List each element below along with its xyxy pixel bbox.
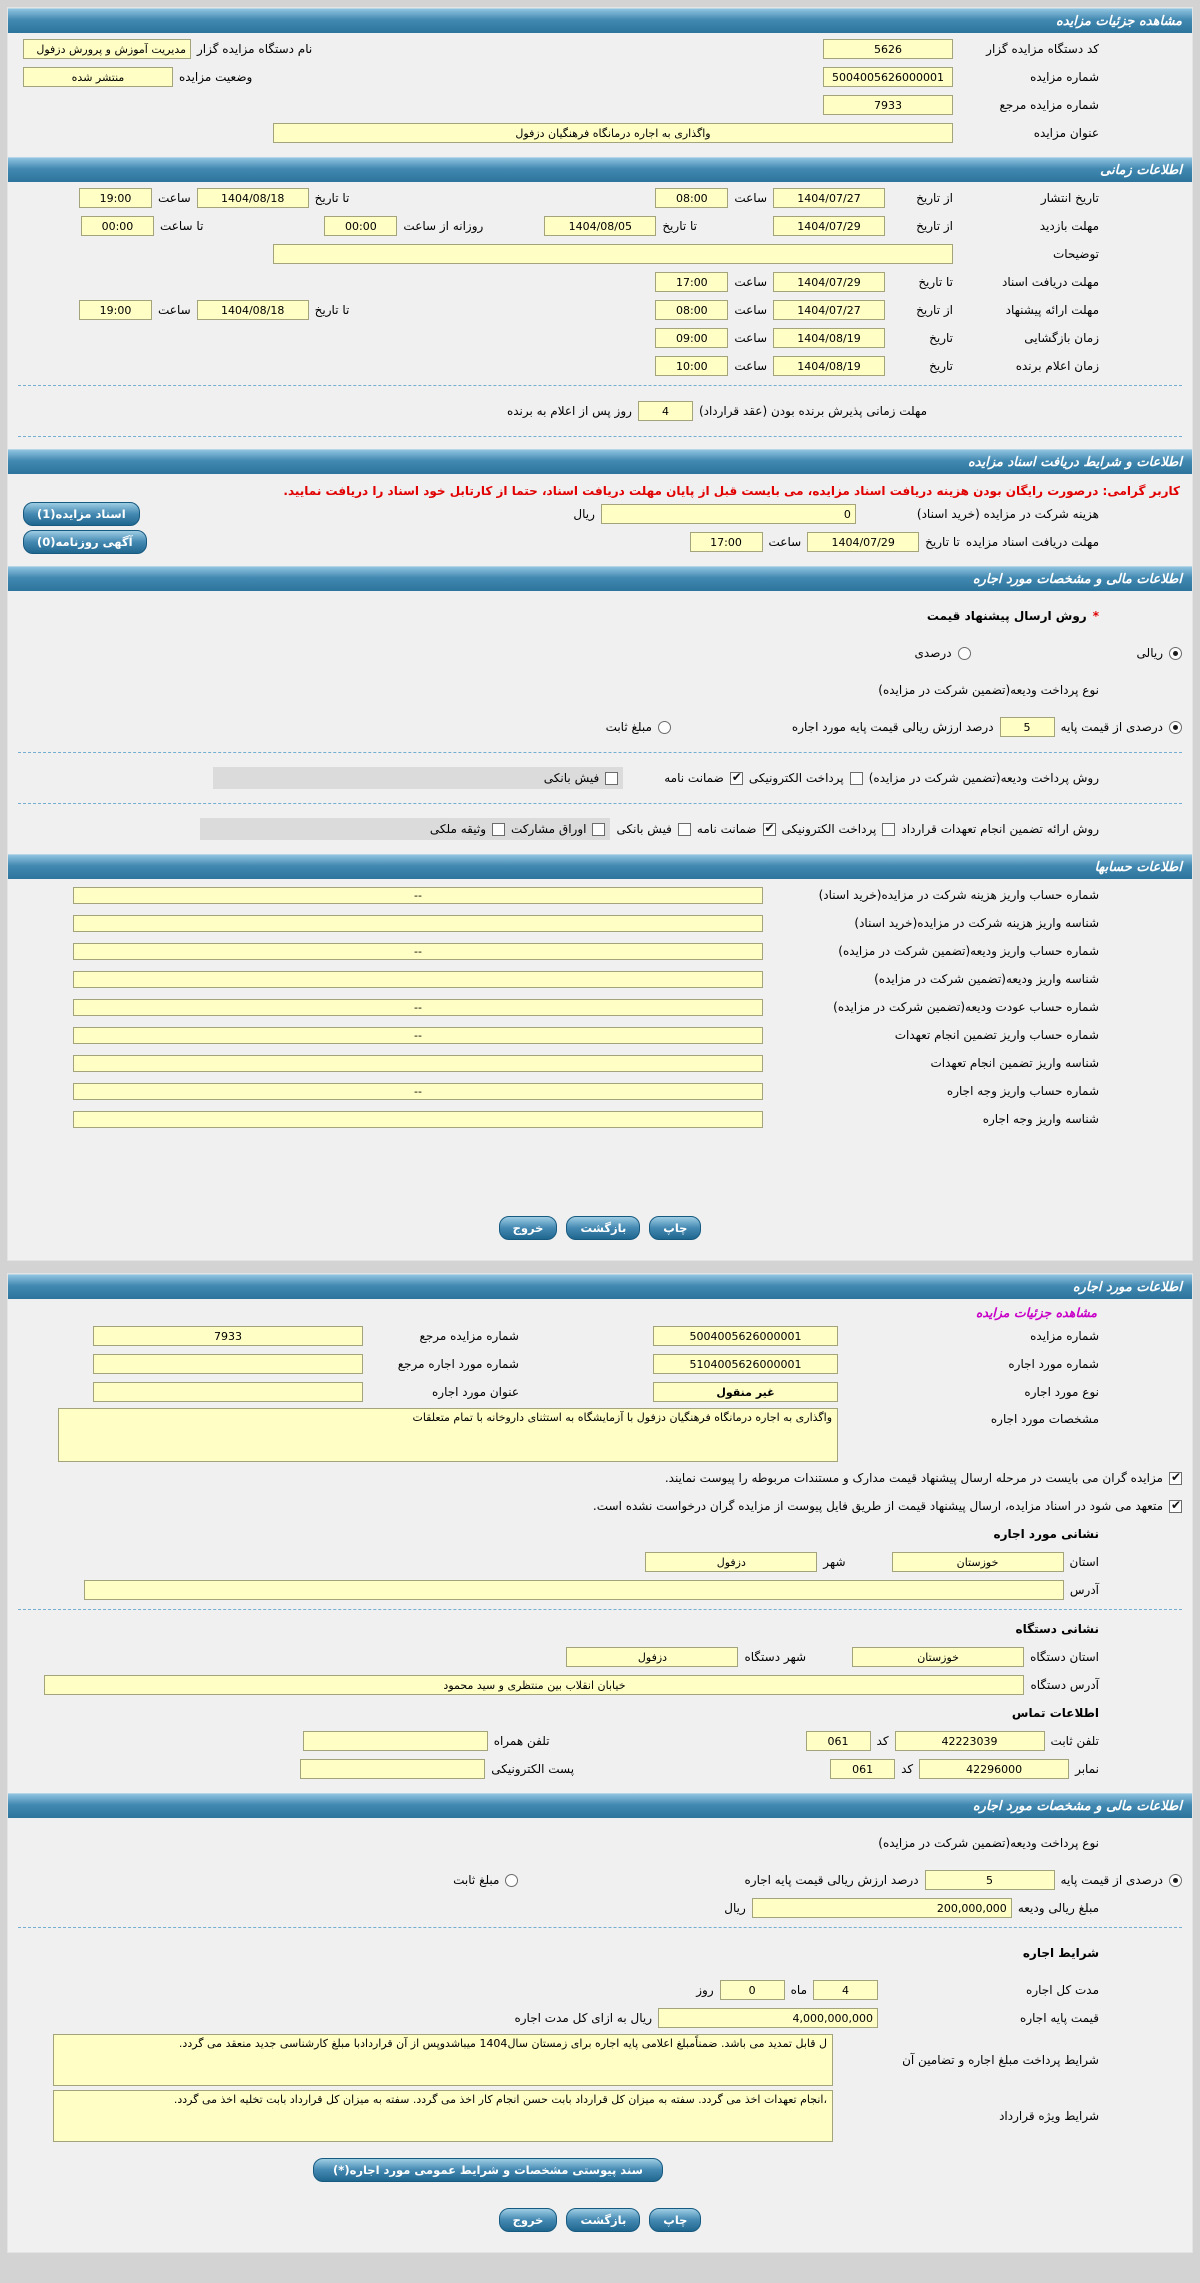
attach-required-check-row: [23, 1466, 1182, 1490]
accept-period-label: مهلت زمانی پذیرش برنده بودن (عقد قرارداد): [698, 404, 927, 418]
contact-heading-row: [23, 1701, 1099, 1725]
visit-daily-to-label: تا ساعت: [159, 219, 204, 233]
docs-conditions-header: [8, 449, 1192, 474]
rental-item-spec-row: [23, 1408, 1099, 1462]
docs-deadline-label: مهلت دریافت اسناد مزایده: [965, 535, 1099, 549]
account-input[interactable]: [73, 1111, 763, 1128]
separator-line: [18, 1927, 1182, 1928]
rental-fixed-amount-label: مبلغ ثابت: [453, 1873, 500, 1887]
price-method-options-row: [23, 641, 1182, 665]
exit-button[interactable]: خروج: [499, 1216, 558, 1240]
deposit-percent-suffix-label: درصد ارزش ریالی قیمت پایه مورد اجاره: [791, 720, 994, 734]
account-label: شماره حساب عودت ودیعه(تضمین شرکت در مزایده): [833, 1000, 1099, 1014]
fax-code-label: کد: [901, 1762, 914, 1776]
rental-deposit-type-label: نوع پرداخت ودیعه(تضمین شرکت در مزایده): [878, 1836, 1099, 1850]
base-price-label: قیمت پایه اجاره: [1020, 2011, 1099, 2025]
offer-to-date-label: تا تاریخ: [314, 303, 350, 317]
rental-deposit-type-options-row: [23, 1868, 1182, 1892]
special-terms-label: شرایط ویژه قرارداد: [999, 2109, 1099, 2123]
publish-to-date-input[interactable]: [197, 188, 309, 208]
docs-to-date-input[interactable]: [773, 272, 885, 292]
auction-panel: [7, 7, 1193, 1261]
device-address-heading: نشانی دستگاه: [1015, 1622, 1099, 1636]
participation-fee-label: هزینه شرکت در مزایده (خرید اسناد): [916, 507, 1099, 521]
docs-receive-deadline-row: [23, 270, 1099, 294]
device-name-group: [23, 39, 312, 59]
rental-item-title-group: [93, 1382, 519, 1402]
device-code-group: [823, 39, 1099, 59]
offer-from-hour-label: ساعت: [734, 303, 767, 317]
separator-line: [18, 752, 1182, 753]
performance-guarantee-label: ضمانت نامه: [696, 822, 757, 836]
rental-item-panel: [7, 1273, 1193, 2253]
percent-radio-label: درصدی: [914, 646, 952, 660]
winner-announce-label: زمان اعلام برنده: [1015, 359, 1099, 373]
account-label: شناسه واریز هزینه شرکت در مزایده(خرید اسناد): [854, 916, 1099, 930]
offer-from-time-input[interactable]: [655, 300, 728, 320]
deposit-amount-input[interactable]: [752, 1898, 1012, 1918]
accept-days-input[interactable]: [638, 401, 693, 421]
publish-to-hour-label: ساعت: [158, 191, 191, 205]
fax-code-input[interactable]: [830, 1759, 895, 1779]
phone-row: [23, 1729, 1099, 1753]
winner-date-input[interactable]: [773, 356, 885, 376]
rental-deposit-percent-input[interactable]: [925, 1870, 1055, 1890]
visit-deadline-label: مهلت بازدید: [1039, 219, 1099, 233]
rial-radio-label: ریالی: [1136, 646, 1163, 660]
rental-percent-suffix-label: درصد ارزش ریالی قیمت پایه اجاره: [744, 1873, 919, 1887]
rial-radio[interactable]: [1169, 647, 1182, 660]
base-price-row: [23, 2006, 1099, 2030]
offer-from-date-label: از تاریخ: [916, 303, 953, 317]
deposit-type-label: نوع پرداخت ودیعه(تضمین شرکت در مزایده): [878, 683, 1099, 697]
mobile-input[interactable]: [303, 1731, 488, 1751]
auction-number-group: [823, 67, 1099, 87]
account-input[interactable]: [73, 971, 763, 988]
account-row-guarantee-deposit-id: [23, 967, 1099, 991]
device-province-input[interactable]: [852, 1647, 1024, 1667]
device-code-label: کد دستگاه مزایده گزار: [986, 42, 1099, 56]
view-auction-details-link[interactable]: مشاهده جزئیات مزایده: [975, 1305, 1097, 1320]
item-city-label: شهر: [823, 1555, 846, 1569]
opening-date-label: تاریخ: [929, 331, 953, 345]
auction-title-row: [23, 121, 1099, 145]
winner-date-label: تاریخ: [929, 359, 953, 373]
payment-terms-label: شرایط پرداخت مبلغ اجاره و تضامین آن: [902, 2053, 1099, 2067]
description-row: [23, 242, 1099, 266]
account-row-fee-deposit-id: [23, 911, 1099, 935]
account-label: شماره حساب واریز وجه اجاره: [946, 1084, 1099, 1098]
item-address-heading: نشانی مورد اجاره: [993, 1527, 1099, 1541]
docs-deadline-to-date-label: تا تاریخ: [925, 535, 960, 549]
rental-base-percent-label: درصدی از قیمت پایه: [1060, 1873, 1163, 1887]
publish-from-date-label: از تاریخ: [916, 191, 953, 205]
item-province-label: استان: [1069, 1555, 1099, 1569]
account-label: شناسه واریز تضمین انجام تعهدات: [930, 1056, 1099, 1070]
opening-date-input[interactable]: [773, 328, 885, 348]
no-file-request-checkbox[interactable]: [1169, 1500, 1182, 1513]
deposit-method-label: روش پرداخت ودیعه(تضمین شرکت در مزایده): [868, 771, 1099, 785]
device-address-input[interactable]: [44, 1675, 1024, 1695]
device-address-row: [23, 1673, 1099, 1697]
performance-epay-label: پرداخت الکترونیکی: [781, 822, 877, 836]
performance-disabled-options-strip: [200, 818, 610, 840]
no-file-request-check-row: [23, 1494, 1182, 1518]
rental-item-title-label: عنوان مورد اجاره: [431, 1385, 519, 1399]
section-title-docs-conditions: اطلاعات و شرایط دریافت اسناد مزایده: [967, 454, 1182, 470]
device-address-heading-row: [23, 1617, 1099, 1641]
winner-time-input[interactable]: [655, 356, 728, 376]
visit-daily-to-input[interactable]: [81, 216, 154, 236]
rental-item-type-input[interactable]: [653, 1382, 838, 1402]
payment-terms-row: [23, 2034, 1099, 2086]
description-label: توضیحات: [1052, 247, 1099, 261]
rental-item-spec-textarea[interactable]: [58, 1408, 838, 1462]
section-title-rental-financial: اطلاعات مالی و مشخصات مورد اجاره: [972, 1798, 1182, 1814]
docs-deadline-time-input[interactable]: [690, 532, 763, 552]
auction-number-row: [23, 65, 1099, 89]
device-city-input[interactable]: [566, 1647, 738, 1667]
mobile-label: تلفن همراه: [493, 1734, 550, 1748]
performance-method-label: روش ارائه تضمین انجام تعهدات قرارداد: [901, 822, 1099, 836]
deposit-guarantee-checkbox[interactable]: [730, 772, 743, 785]
month-label: ماه: [790, 1983, 807, 1997]
rental-item-title-input[interactable]: [93, 1382, 363, 1402]
account-input[interactable]: [73, 999, 763, 1016]
visit-to-date-input[interactable]: [544, 216, 656, 236]
offer-deadline-row: [23, 298, 1099, 322]
description-input[interactable]: [273, 244, 953, 264]
price-method-row: [23, 604, 1099, 628]
percent-radio[interactable]: [958, 647, 971, 660]
general-terms-attachment-button[interactable]: سند پیوستی مشخصات و شرایط عمومی مورد اجاره(*): [313, 2158, 663, 2182]
deposit-guarantee-label: ضمانت نامه: [664, 771, 724, 785]
item-address-row: [23, 1578, 1099, 1602]
rental-item-number-input[interactable]: [653, 1354, 838, 1374]
rental-item-number-row: [93, 1352, 1099, 1376]
deposit-epay-checkbox[interactable]: [850, 772, 863, 785]
print-button[interactable]: چاپ: [649, 2208, 701, 2232]
rent-days-input[interactable]: [720, 1980, 785, 2000]
item-address-label: آدرس: [1069, 1583, 1099, 1597]
fixed-amount-radio-label: مبلغ ثابت: [605, 720, 652, 734]
visit-daily-from-label: روزانه از ساعت: [403, 219, 484, 233]
publish-to-date-label: تا تاریخ: [314, 191, 350, 205]
separator-line: [18, 803, 1182, 804]
auction-details-header: [8, 8, 1192, 33]
performance-method-row: [23, 817, 1099, 841]
account-input[interactable]: [73, 1083, 763, 1100]
rental-item-ref-group: [93, 1354, 519, 1374]
visit-to-date-label: تا تاریخ: [662, 219, 697, 233]
docs-receive-deadline-label: مهلت دریافت اسناد: [1001, 275, 1099, 289]
auction-title-label: عنوان مزایده: [1033, 126, 1099, 140]
rental-info-header: [8, 1274, 1192, 1299]
account-row-rent-id: [23, 1107, 1099, 1131]
free-docs-warning-text: کاربر گرامی: درصورت رایگان بودن هزینه دریافت اسناد مزایده، می بایست قبل از پایان مهلت دریافت اسناد، حتما از کارتابل خود اسناد را دریافت نمایید.: [283, 484, 1180, 498]
item-province-city-row: [23, 1550, 1099, 1574]
rental-base-percent-radio[interactable]: [1169, 1874, 1182, 1887]
docs-deadline-date-input[interactable]: [807, 532, 919, 552]
rent-terms-heading: شرایط اجاره: [1022, 1946, 1099, 1960]
rent-duration-row: [23, 1978, 1099, 2002]
winner-hour-label: ساعت: [734, 359, 767, 373]
performance-estate-checkbox[interactable]: [492, 823, 505, 836]
auction-ref-row: [23, 93, 1099, 117]
rental-auction-number-label: شماره مزایده: [1030, 1329, 1099, 1343]
attachment-button-row: [8, 2158, 968, 2182]
section-title-financial-info: اطلاعات مالی و مشخصات مورد اجاره: [972, 571, 1182, 587]
phone-label: تلفن ثابت: [1050, 1734, 1099, 1748]
deposit-method-row: [23, 766, 1099, 790]
rental-item-type-group: [653, 1382, 1099, 1402]
docs-deadline-hour-label: ساعت: [768, 535, 802, 549]
auction-status-input[interactable]: [23, 67, 173, 87]
rental-item-number-label: شماره مورد اجاره: [1008, 1357, 1099, 1371]
section-title-accounts: اطلاعات حسابها: [1094, 859, 1182, 875]
offer-to-time-input[interactable]: [79, 300, 152, 320]
participation-fee-input[interactable]: [601, 504, 856, 524]
deposit-amount-row: [23, 1896, 1099, 1920]
opening-time-label: زمان بازگشایی: [1024, 331, 1099, 345]
rental-item-number-group: [653, 1354, 1099, 1374]
device-name-label: نام دستگاه مزایده گزار: [197, 42, 313, 56]
payment-terms-textarea[interactable]: [53, 2034, 833, 2086]
item-province-input[interactable]: [892, 1552, 1064, 1572]
fax-row: [23, 1757, 1099, 1781]
time-info-header: [8, 157, 1192, 182]
winner-announce-row: [23, 354, 1099, 378]
device-city-label: شهر دستگاه: [744, 1650, 807, 1664]
view-details-link-row: [23, 1305, 1097, 1320]
fax-label: نمابر: [1075, 1762, 1099, 1776]
performance-bank-receipt-label: فیش بانکی: [616, 822, 672, 836]
special-terms-textarea[interactable]: [53, 2090, 833, 2142]
performance-bonds-label: اوراق مشارکت: [511, 822, 587, 836]
performance-bonds-checkbox[interactable]: [592, 823, 605, 836]
day-label: روز: [696, 1983, 714, 1997]
base-price-input[interactable]: [658, 2008, 878, 2028]
auction-ref-input[interactable]: [823, 95, 953, 115]
newspaper-ad-button[interactable]: آگهی روزنامه(0): [23, 530, 147, 554]
required-star: *: [1092, 609, 1099, 623]
account-label: شماره حساب واریز هزینه شرکت در مزایده(خرید اسناد): [818, 888, 1099, 902]
rental-item-ref-input[interactable]: [93, 1354, 363, 1374]
rental-fixed-amount-radio[interactable]: [505, 1874, 518, 1887]
opening-time-row: [23, 326, 1099, 350]
special-terms-row: [23, 2090, 1099, 2142]
docs-to-time-input[interactable]: [655, 272, 728, 292]
offer-deadline-label: مهلت ارائه پیشنهاد: [1005, 303, 1099, 317]
rent-duration-label: مدت کل اجاره: [1026, 1983, 1099, 1997]
device-name-input[interactable]: [23, 39, 191, 59]
attach-required-label: مزایده گران می بایست در مرحله ارسال پیشنهاد قیمت مدارک و مستندات مربوطه را پیوست نمایند.: [664, 1471, 1163, 1485]
rent-terms-heading-row: [23, 1941, 1099, 1965]
participation-fee-group: [573, 504, 1099, 524]
contact-info-heading: اطلاعات تماس: [1011, 1706, 1099, 1720]
accept-period-row: [23, 401, 927, 421]
separator-line: [18, 436, 1182, 437]
exit-button[interactable]: خروج: [499, 2208, 558, 2232]
rental-auction-number-input[interactable]: [653, 1326, 838, 1346]
visit-from-date-label: از تاریخ: [916, 219, 953, 233]
auction-status-label: وضعیت مزایده: [179, 70, 253, 84]
rental-auction-ref-input[interactable]: [93, 1326, 363, 1346]
rental-auction-ref-group: [93, 1326, 519, 1346]
accept-period-suffix-label: روز پس از اعلام به برنده: [506, 404, 632, 418]
performance-guarantee-checkbox[interactable]: [763, 823, 776, 836]
print-button[interactable]: چاپ: [649, 1216, 701, 1240]
auction-details-page: [0, 7, 1200, 2253]
rental-item-type-label: نوع مورد اجاره: [1024, 1385, 1099, 1399]
price-method-label: روش ارسال پیشنهاد قیمت: [926, 609, 1087, 623]
fixed-amount-radio[interactable]: [658, 721, 671, 734]
account-input[interactable]: [73, 915, 763, 932]
auction-number-input[interactable]: [823, 67, 953, 87]
rental-auction-number-group: [653, 1326, 1099, 1346]
email-input[interactable]: [300, 1759, 485, 1779]
item-address-heading-row: [23, 1522, 1099, 1546]
publish-date-label: تاریخ انتشار: [1040, 191, 1099, 205]
offer-to-date-input[interactable]: [197, 300, 309, 320]
account-row-performance-account: [23, 1023, 1099, 1047]
rental-item-spec-label: مشخصات مورد اجاره: [990, 1412, 1099, 1426]
account-row-rent-account: [23, 1079, 1099, 1103]
rental-item-ref-label: شماره مورد اجاره مرجع: [397, 1357, 519, 1371]
auction-number-label: شماره مزایده: [1030, 70, 1099, 84]
rental-financial-header: [8, 1793, 1192, 1818]
section-title-rental-info: اطلاعات مورد اجاره: [1072, 1279, 1182, 1295]
auction-title-input[interactable]: [273, 123, 953, 143]
visit-from-date-input[interactable]: [773, 216, 885, 236]
device-province-city-row: [23, 1645, 1099, 1669]
account-label: شماره حساب واریز تضمین انجام تعهدات: [894, 1028, 1099, 1042]
rent-months-input[interactable]: [813, 1980, 878, 2000]
publish-from-time-input[interactable]: [655, 188, 728, 208]
publish-from-hour-label: ساعت: [734, 191, 767, 205]
docs-deadline-row: [23, 530, 1099, 554]
deposit-type-options-row: [23, 715, 1182, 739]
account-row-guarantee-deposit-account: [23, 939, 1099, 963]
phone-input[interactable]: [895, 1731, 1045, 1751]
visit-deadline-row: [23, 214, 1099, 238]
performance-bank-receipt-checkbox[interactable]: [678, 823, 691, 836]
offer-to-hour-label: ساعت: [158, 303, 191, 317]
publish-to-time-input[interactable]: [79, 188, 152, 208]
section-title-auction-details: مشاهده جزئیات مزایده: [1055, 13, 1182, 29]
panel2-buttons-row: [8, 2208, 1192, 2232]
separator-line: [18, 1609, 1182, 1610]
deposit-bank-receipt-label: فیش بانکی: [543, 771, 600, 785]
fax-input[interactable]: [919, 1759, 1069, 1779]
fee-rial-label: ریال: [573, 507, 595, 521]
auction-docs-button[interactable]: اسناد مزایده(1): [23, 502, 140, 526]
account-label: شناسه واریز وجه اجاره: [982, 1112, 1099, 1126]
panel1-buttons-row: [8, 1216, 1192, 1240]
docs-to-hour-label: ساعت: [734, 275, 767, 289]
account-input[interactable]: [73, 1027, 763, 1044]
base-percent-radio-label: درصدی از قیمت پایه: [1060, 720, 1163, 734]
back-button[interactable]: بازگشت: [566, 2208, 640, 2232]
section-title-time-info: اطلاعات زمانی: [1100, 162, 1182, 178]
item-address-input[interactable]: [84, 1580, 1064, 1600]
deposit-type-label-row: [23, 678, 1099, 702]
docs-deadline-group: [690, 532, 1099, 552]
deposit-rial-label: ریال: [724, 1901, 746, 1915]
phone-code-label: کد: [876, 1734, 889, 1748]
back-button[interactable]: بازگشت: [566, 1216, 640, 1240]
email-label: پست الکترونیکی: [491, 1762, 575, 1776]
account-label: شناسه واریز ودیعه(تضمین شرکت در مزایده): [874, 972, 1099, 986]
account-row-guarantee-return-account: [23, 995, 1099, 1019]
publish-from-date-input[interactable]: [773, 188, 885, 208]
account-input[interactable]: [73, 1055, 763, 1072]
accounts-header: [8, 854, 1192, 879]
device-province-label: استان دستگاه: [1030, 1650, 1099, 1664]
phone-code-input[interactable]: [806, 1731, 871, 1751]
deposit-disabled-options-strip: [213, 767, 623, 789]
account-input[interactable]: [73, 943, 763, 960]
base-percent-radio[interactable]: [1169, 721, 1182, 734]
offer-from-date-input[interactable]: [773, 300, 885, 320]
account-row-fee-deposit-account: [23, 883, 1099, 907]
docs-to-date-label: تا تاریخ: [918, 275, 953, 289]
deposit-bank-receipt-checkbox[interactable]: [605, 772, 618, 785]
attach-required-checkbox[interactable]: [1169, 1472, 1182, 1485]
separator-line: [18, 385, 1182, 386]
opening-hour-label: ساعت: [734, 331, 767, 345]
account-label: شماره حساب واریز ودیعه(تضمین شرکت در مزایده): [838, 944, 1099, 958]
device-code-input[interactable]: [823, 39, 953, 59]
performance-estate-label: وثیقه ملکی: [429, 822, 487, 836]
item-city-input[interactable]: [645, 1552, 817, 1572]
device-address-label: آدرس دستگاه: [1030, 1678, 1099, 1692]
publish-date-row: [23, 186, 1099, 210]
deposit-epay-label: پرداخت الکترونیکی: [748, 771, 844, 785]
performance-epay-checkbox[interactable]: [882, 823, 895, 836]
deposit-amount-label: مبلغ ریالی ودیعه: [1017, 1901, 1099, 1915]
rental-item-type-row: [93, 1380, 1099, 1404]
participation-fee-row: [23, 502, 1099, 526]
financial-info-header: [8, 566, 1192, 591]
rental-auction-number-row: [93, 1324, 1099, 1348]
visit-daily-from-input[interactable]: [324, 216, 397, 236]
auction-status-group: [23, 67, 252, 87]
auction-ref-label: شماره مزایده مرجع: [999, 98, 1099, 112]
base-price-suffix-label: ریال به ازای کل مدت اجاره: [514, 2011, 652, 2025]
account-row-performance-id: [23, 1051, 1099, 1075]
device-code-row: [23, 37, 1099, 61]
deposit-percent-input[interactable]: [1000, 717, 1055, 737]
no-file-request-label: متعهد می شود در اسناد مزایده، ارسال پیشنهاد قیمت از طریق فایل پیوست از مزایده گران درخواست نشده است.: [592, 1499, 1163, 1513]
account-input[interactable]: [73, 887, 763, 904]
rental-auction-ref-label: شماره مزایده مرجع: [419, 1329, 519, 1343]
opening-time-input[interactable]: [655, 328, 728, 348]
rental-deposit-type-label-row: [23, 1831, 1099, 1855]
